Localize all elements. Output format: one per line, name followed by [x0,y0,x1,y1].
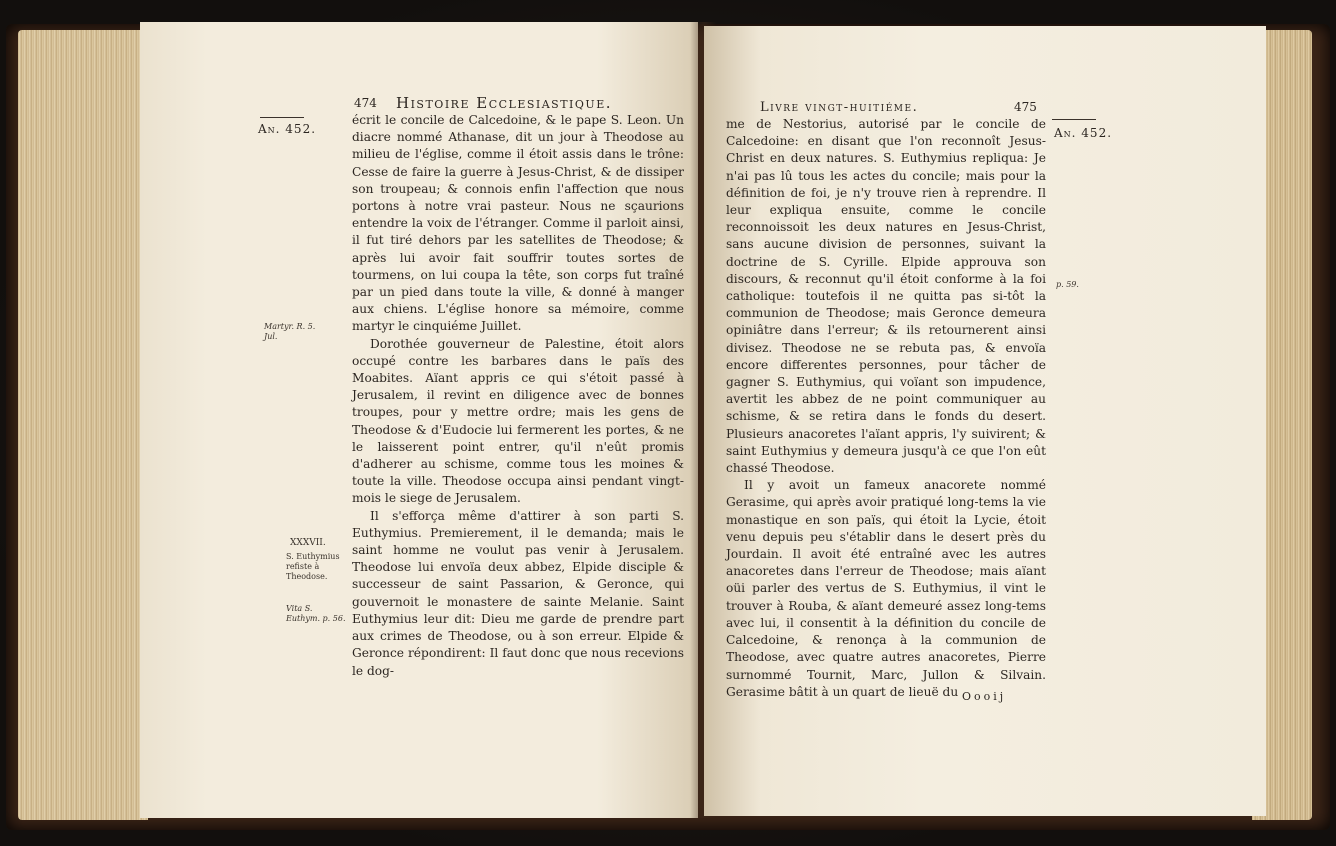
left-year-rule [260,117,304,118]
left-running-header: Histoire Ecclesiastique. [396,94,612,112]
right-year-rule [1052,119,1096,120]
right-year-mark: An. 452. [1054,126,1113,140]
left-year-mark: An. 452. [258,122,317,136]
right-page-number: 475 [1014,100,1037,114]
paragraph: écrit le concile de Calcedoine, & le pape S. Leon. Un diacre nommé Athanase, dit un jour à Theodose au milieu de l'église, comme il étoit assis dans le trône: Cesse de faire la guerre à Jesus-Christ, & de dissiper son troupeau; & connois enfin l'affection que nous portons à notre vrai pasteur. Nous ne sçaurions entendre la voix de l'étranger. Comme il parloit ainsi, il fut tiré dehors par les satellites de Theodose; & après lui avoir fait souffrir toutes sortes de tourmens, on lui coupa la tête, son corps fut traîné par un pied dans toute la ville, & donné à manger aux chiens. L'église honore sa mémoire, comme martyr le cinquiéme Juillet. [352,113,684,334]
right-text-block [726,116,1046,701]
left-text-block [352,112,684,680]
paragraph: me de Nestorius, autorisé par le concile de Calcedoine: en disant que l'on reconnoît Jesus-Christ en deux natures. S. Euthymius repliqua: Je n'ai pas lû tous les actes du concile; mais pour la définition de foi, je n'y trouve rien à reprendre. Il leur expliqua ensuite, comme le concile reconnoissoit les deux natures en Jesus-Christ, sans aucune division de personnes, suivant la doctrine de S. Cyrille. Elpide approuva son discours, & reconnut qu'il étoit conforme à la foi catholique: toutefois il ne quitta pas si-tôt la communion de Theodose; mais Geronce demeura opiniâtre dans l'erreur; & ils retournerent ainsi divisez. Theodose ne se rebuta pas, & envoïa encore differentes personnes, pour tâcher de gagner S. Euthymius, qui voïant son impudence, avertit les abbez de ne point communiquer au schisme, & se retira dans le fonds du desert. Plusieurs anacoretes l'aïant appris, l'y suivirent; & saint Euthymius y demeura jusqu'à ce que l'on eût chassé Theodose. [726,117,1046,476]
paragraph: Il y avoit un fameux anacorete nommé Gerasime, qui après avoir pratiqué long-tems la vie monastique en son païs, qui étoit la Lycie, étoit venu depuis peu s'établir dans le desert près du Jourdain. Il avoit été entraîné avec les autres anacoretes dans l'erreur de Theodose; mais aïant oüi parler des vertus de S. Euthymius, il vint le trouver à Rouba, & aïant demeuré assez long-tems avec lui, il consentit à la définition du concile de Calcedoine, & renonça à la communion de Theodose, avec quatre autres anacoretes, Pierre surnommé Tournit, Marc, Jullon & Silvain. Gerasime bâtit à un quart de lieuë du [726,478,1046,699]
left-page-number: 474 [354,96,377,110]
margin-note-section: XXXVII. [290,538,326,548]
right-running-header: Livre vingt-huitiéme. [760,100,919,115]
paragraph: Dorothée gouverneur de Palestine, étoit alors occupé contre les barbares dans le païs des Moabites. Aïant appris ce qui s'étoit passé à Jerusalem, il revint en diligence avec de bonnes troupes, pour y mettre ordre; mais les gens de Theodose & d'Eudocie lui fermerent les portes, & ne le laisserent point entrer, qu'il n'eût promis d'adherer au schisme, comme tous les moines & toute la ville. Theodose occupa ainsi pendant vingt-mois le siege de Jerusalem. [352,336,684,506]
signature-mark: Oooij [962,690,1007,703]
right-page [704,26,1266,816]
margin-note-page: p. 59. [1056,280,1079,289]
left-page [140,22,698,818]
paragraph: Il s'efforça même d'attirer à son parti S. Euthymius. Premierement, il le demanda; mais le saint homme ne voulut pas venir à Jerusalem. Theodose lui envoïa deux abbez, Elpide disciple & successeur de saint Passarion, & Geronce, qui gouvernoit le monastere de sainte Melanie. Saint Euthymius leur dit: Dieu me garde de prendre part aux crimes de Theodose, ou à son erreur. Elpide & Geronce répondirent: Il faut donc que nous recevions le dog- [352,508,684,678]
margin-note-vita: Vita S. Euthym. p. 56. [286,604,346,623]
margin-note-euthymius: S. Euthymius refiste à Theodose. [286,552,340,581]
margin-note-martyr: Martyr. R. 5. Jul. [264,322,316,341]
left-page-edges [18,30,148,820]
